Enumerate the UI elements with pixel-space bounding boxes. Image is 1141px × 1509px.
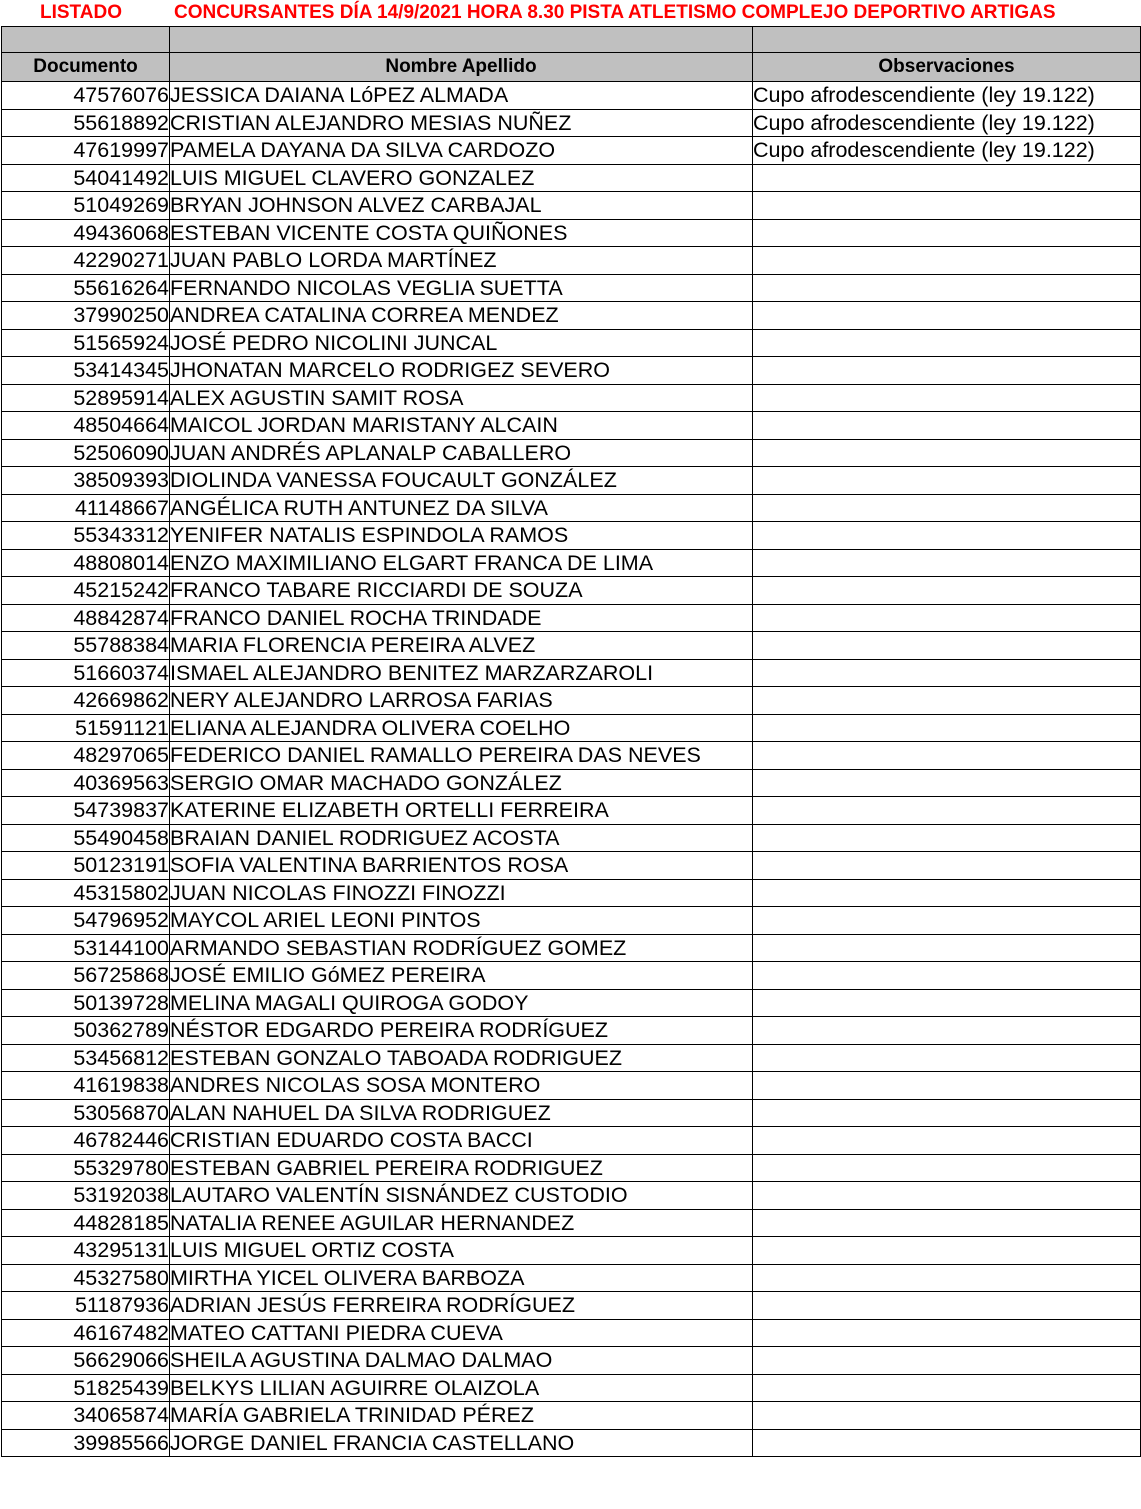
nombre-apellido-cell: MAYCOL ARIEL LEONI PINTOS	[170, 907, 753, 935]
observaciones-cell	[753, 577, 1141, 605]
observaciones-cell	[753, 907, 1141, 935]
table-row	[2, 1237, 1141, 1265]
table-row	[2, 604, 1141, 632]
documento-cell: 54041492	[2, 164, 170, 192]
observaciones-cell	[753, 494, 1141, 522]
observaciones-cell	[753, 247, 1141, 275]
table-row	[2, 1209, 1141, 1237]
table-row	[2, 934, 1141, 962]
observaciones-cell	[753, 1347, 1141, 1375]
table-row	[2, 549, 1141, 577]
observaciones-cell	[753, 384, 1141, 412]
nombre-apellido-cell: CRISTIAN EDUARDO COSTA BACCI	[170, 1127, 753, 1155]
observaciones-cell	[753, 742, 1141, 770]
table-row	[2, 1072, 1141, 1100]
table-row	[2, 219, 1141, 247]
blank-header-cell	[170, 27, 753, 53]
observaciones-cell	[753, 1402, 1141, 1430]
nombre-apellido-cell: ANGÉLICA RUTH ANTUNEZ DA SILVA	[170, 494, 753, 522]
observaciones-cell	[753, 1072, 1141, 1100]
table-body	[2, 82, 1141, 1457]
table-row	[2, 329, 1141, 357]
documento-cell: 42669862	[2, 687, 170, 715]
document-header	[0, 0, 1141, 26]
documento-cell: 51591121	[2, 714, 170, 742]
observaciones-cell	[753, 1264, 1141, 1292]
observaciones-cell	[753, 1209, 1141, 1237]
nombre-apellido-cell: ALAN NAHUEL DA SILVA RODRIGUEZ	[170, 1099, 753, 1127]
nombre-apellido-cell: DIOLINDA VANESSA FOUCAULT GONZÁLEZ	[170, 467, 753, 495]
nombre-apellido-cell: SERGIO OMAR MACHADO GONZÁLEZ	[170, 769, 753, 797]
table-row	[2, 1044, 1141, 1072]
table-row	[2, 1099, 1141, 1127]
table-row	[2, 494, 1141, 522]
documento-cell: 39985566	[2, 1429, 170, 1457]
observaciones-cell	[753, 879, 1141, 907]
table-row	[2, 109, 1141, 137]
documento-cell: 55343312	[2, 522, 170, 550]
table-row	[2, 824, 1141, 852]
table-row	[2, 1154, 1141, 1182]
observaciones-cell	[753, 604, 1141, 632]
documento-cell: 45327580	[2, 1264, 170, 1292]
nombre-apellido-cell: JOSÉ EMILIO GóMEZ PEREIRA	[170, 962, 753, 990]
observaciones-cell	[753, 962, 1141, 990]
observaciones-cell	[753, 1154, 1141, 1182]
documento-cell: 48297065	[2, 742, 170, 770]
table-row	[2, 274, 1141, 302]
table-row	[2, 907, 1141, 935]
observaciones-cell	[753, 329, 1141, 357]
nombre-apellido-cell: YENIFER NATALIS ESPINDOLA RAMOS	[170, 522, 753, 550]
table-row	[2, 797, 1141, 825]
observaciones-cell	[753, 1017, 1141, 1045]
observaciones-cell: Cupo afrodescendiente (ley 19.122)	[753, 137, 1141, 165]
nombre-apellido-cell: FRANCO DANIEL ROCHA TRINDADE	[170, 604, 753, 632]
documento-cell: 47576076	[2, 82, 170, 110]
documento-cell: 51187936	[2, 1292, 170, 1320]
documento-cell: 53414345	[2, 357, 170, 385]
documento-cell: 48808014	[2, 549, 170, 577]
table-row	[2, 852, 1141, 880]
table-row	[2, 714, 1141, 742]
documento-cell: 54739837	[2, 797, 170, 825]
table-row	[2, 742, 1141, 770]
table-row	[2, 1264, 1141, 1292]
observaciones-cell	[753, 934, 1141, 962]
observaciones-cell	[753, 1292, 1141, 1320]
table-row	[2, 1182, 1141, 1210]
observaciones-cell	[753, 357, 1141, 385]
documento-cell: 41619838	[2, 1072, 170, 1100]
nombre-apellido-cell: MELINA MAGALI QUIROGA GODOY	[170, 989, 753, 1017]
table-row	[2, 1127, 1141, 1155]
table-row	[2, 247, 1141, 275]
documento-cell: 51825439	[2, 1374, 170, 1402]
documento-cell: 55616264	[2, 274, 170, 302]
observaciones-cell: Cupo afrodescendiente (ley 19.122)	[753, 82, 1141, 110]
nombre-apellido-cell: LUIS MIGUEL CLAVERO GONZALEZ	[170, 164, 753, 192]
observaciones-cell	[753, 797, 1141, 825]
table-row	[2, 82, 1141, 110]
documento-cell: 50362789	[2, 1017, 170, 1045]
documento-cell: 55329780	[2, 1154, 170, 1182]
table-row	[2, 137, 1141, 165]
table-row	[2, 1319, 1141, 1347]
documento-cell: 44828185	[2, 1209, 170, 1237]
observaciones-cell	[753, 824, 1141, 852]
documento-cell: 46167482	[2, 1319, 170, 1347]
documento-cell: 48842874	[2, 604, 170, 632]
documento-cell: 55618892	[2, 109, 170, 137]
observaciones-cell	[753, 219, 1141, 247]
nombre-apellido-cell: ANDRES NICOLAS SOSA MONTERO	[170, 1072, 753, 1100]
nombre-apellido-cell: JUAN ANDRÉS APLANALP CABALLERO	[170, 439, 753, 467]
documento-cell: 52506090	[2, 439, 170, 467]
observaciones-cell	[753, 467, 1141, 495]
nombre-apellido-cell: JOSÉ PEDRO NICOLINI JUNCAL	[170, 329, 753, 357]
column-header-nombre-apellido: Nombre Apellido	[170, 53, 753, 82]
observaciones-cell	[753, 1374, 1141, 1402]
nombre-apellido-cell: FEDERICO DANIEL RAMALLO PEREIRA DAS NEVES	[170, 742, 753, 770]
nombre-apellido-cell: JORGE DANIEL FRANCIA CASTELLANO	[170, 1429, 753, 1457]
documento-cell: 55490458	[2, 824, 170, 852]
observaciones-cell	[753, 164, 1141, 192]
nombre-apellido-cell: MARÍA GABRIELA TRINIDAD PÉREZ	[170, 1402, 753, 1430]
documento-cell: 53144100	[2, 934, 170, 962]
observaciones-cell	[753, 1319, 1141, 1347]
nombre-apellido-cell: SOFIA VALENTINA BARRIENTOS ROSA	[170, 852, 753, 880]
blank-header-row	[2, 27, 1141, 53]
nombre-apellido-cell: SHEILA AGUSTINA DALMAO DALMAO	[170, 1347, 753, 1375]
documento-cell: 49436068	[2, 219, 170, 247]
observaciones-cell	[753, 1237, 1141, 1265]
nombre-apellido-cell: NATALIA RENEE AGUILAR HERNANDEZ	[170, 1209, 753, 1237]
documento-cell: 47619997	[2, 137, 170, 165]
documento-cell: 45215242	[2, 577, 170, 605]
contestants-table	[1, 26, 1141, 1457]
table-row	[2, 1017, 1141, 1045]
documento-cell: 37990250	[2, 302, 170, 330]
table-row	[2, 1374, 1141, 1402]
observaciones-cell: Cupo afrodescendiente (ley 19.122)	[753, 109, 1141, 137]
blank-header-cell	[753, 27, 1141, 53]
documento-cell: 56725868	[2, 962, 170, 990]
table-row	[2, 632, 1141, 660]
documento-cell: 52895914	[2, 384, 170, 412]
nombre-apellido-cell: KATERINE ELIZABETH ORTELLI FERREIRA	[170, 797, 753, 825]
column-header-row	[2, 53, 1141, 82]
documento-cell: 55788384	[2, 632, 170, 660]
table-row	[2, 659, 1141, 687]
nombre-apellido-cell: BRYAN JOHNSON ALVEZ CARBAJAL	[170, 192, 753, 220]
documento-cell: 50123191	[2, 852, 170, 880]
nombre-apellido-cell: JUAN PABLO LORDA MARTÍNEZ	[170, 247, 753, 275]
table-row	[2, 384, 1141, 412]
documento-cell: 53456812	[2, 1044, 170, 1072]
nombre-apellido-cell: NÉSTOR EDGARDO PEREIRA RODRÍGUEZ	[170, 1017, 753, 1045]
nombre-apellido-cell: PAMELA DAYANA DA SILVA CARDOZO	[170, 137, 753, 165]
observaciones-cell	[753, 989, 1141, 1017]
observaciones-cell	[753, 659, 1141, 687]
nombre-apellido-cell: JHONATAN MARCELO RODRIGEZ SEVERO	[170, 357, 753, 385]
observaciones-cell	[753, 302, 1141, 330]
table-row	[2, 687, 1141, 715]
documento-cell: 51049269	[2, 192, 170, 220]
documento-cell: 54796952	[2, 907, 170, 935]
observaciones-cell	[753, 439, 1141, 467]
table-row	[2, 989, 1141, 1017]
blank-header-cell	[2, 27, 170, 53]
column-header-observaciones: Observaciones	[753, 53, 1141, 82]
observaciones-cell	[753, 1044, 1141, 1072]
nombre-apellido-cell: FRANCO TABARE RICCIARDI DE SOUZA	[170, 577, 753, 605]
listado-label: LISTADO	[40, 2, 122, 23]
table-row	[2, 164, 1141, 192]
observaciones-cell	[753, 1127, 1141, 1155]
nombre-apellido-cell: LAUTARO VALENTÍN SISNÁNDEZ CUSTODIO	[170, 1182, 753, 1210]
documento-cell: 46782446	[2, 1127, 170, 1155]
documento-cell: 45315802	[2, 879, 170, 907]
table-row	[2, 1402, 1141, 1430]
table-row	[2, 879, 1141, 907]
nombre-apellido-cell: FERNANDO NICOLAS VEGLIA SUETTA	[170, 274, 753, 302]
nombre-apellido-cell: ESTEBAN GONZALO TABOADA RODRIGUEZ	[170, 1044, 753, 1072]
table-row	[2, 467, 1141, 495]
table-row	[2, 1347, 1141, 1375]
observaciones-cell	[753, 192, 1141, 220]
nombre-apellido-cell: ANDREA CATALINA CORREA MENDEZ	[170, 302, 753, 330]
nombre-apellido-cell: JUAN NICOLAS FINOZZI FINOZZI	[170, 879, 753, 907]
table-row	[2, 577, 1141, 605]
nombre-apellido-cell: BRAIAN DANIEL RODRIGUEZ ACOSTA	[170, 824, 753, 852]
nombre-apellido-cell: ENZO MAXIMILIANO ELGART FRANCA DE LIMA	[170, 549, 753, 577]
nombre-apellido-cell: ISMAEL ALEJANDRO BENITEZ MARZARZAROLI	[170, 659, 753, 687]
nombre-apellido-cell: ALEX AGUSTIN SAMIT ROSA	[170, 384, 753, 412]
observaciones-cell	[753, 522, 1141, 550]
documento-cell: 38509393	[2, 467, 170, 495]
observaciones-cell	[753, 769, 1141, 797]
documento-cell: 56629066	[2, 1347, 170, 1375]
nombre-apellido-cell: ESTEBAN VICENTE COSTA QUIÑONES	[170, 219, 753, 247]
table-row	[2, 962, 1141, 990]
table-row	[2, 522, 1141, 550]
nombre-apellido-cell: ARMANDO SEBASTIAN RODRÍGUEZ GOMEZ	[170, 934, 753, 962]
nombre-apellido-cell: CRISTIAN ALEJANDRO MESIAS NUÑEZ	[170, 109, 753, 137]
document-title: CONCURSANTES DÍA 14/9/2021 HORA 8.30 PISTA ATLETISMO COMPLEJO DEPORTIVO ARTIGAS	[174, 2, 1056, 23]
table-row	[2, 302, 1141, 330]
table-row	[2, 192, 1141, 220]
table-row	[2, 357, 1141, 385]
documento-cell: 53056870	[2, 1099, 170, 1127]
nombre-apellido-cell: MAICOL JORDAN MARISTANY ALCAIN	[170, 412, 753, 440]
nombre-apellido-cell: MARIA FLORENCIA PEREIRA ALVEZ	[170, 632, 753, 660]
observaciones-cell	[753, 632, 1141, 660]
observaciones-cell	[753, 1182, 1141, 1210]
observaciones-cell	[753, 549, 1141, 577]
documento-cell: 43295131	[2, 1237, 170, 1265]
nombre-apellido-cell: ESTEBAN GABRIEL PEREIRA RODRIGUEZ	[170, 1154, 753, 1182]
documento-cell: 48504664	[2, 412, 170, 440]
nombre-apellido-cell: ADRIAN JESÚS FERREIRA RODRÍGUEZ	[170, 1292, 753, 1320]
documento-cell: 41148667	[2, 494, 170, 522]
observaciones-cell	[753, 687, 1141, 715]
documento-cell: 51660374	[2, 659, 170, 687]
observaciones-cell	[753, 852, 1141, 880]
observaciones-cell	[753, 274, 1141, 302]
observaciones-cell	[753, 1099, 1141, 1127]
column-header-documento: Documento	[2, 53, 170, 82]
nombre-apellido-cell: LUIS MIGUEL ORTIZ COSTA	[170, 1237, 753, 1265]
table-row	[2, 1292, 1141, 1320]
documento-cell: 42290271	[2, 247, 170, 275]
nombre-apellido-cell: MATEO CATTANI PIEDRA CUEVA	[170, 1319, 753, 1347]
observaciones-cell	[753, 714, 1141, 742]
nombre-apellido-cell: BELKYS LILIAN AGUIRRE OLAIZOLA	[170, 1374, 753, 1402]
documento-cell: 51565924	[2, 329, 170, 357]
observaciones-cell	[753, 412, 1141, 440]
documento-cell: 53192038	[2, 1182, 170, 1210]
table-row	[2, 412, 1141, 440]
table-row	[2, 439, 1141, 467]
table-row	[2, 1429, 1141, 1457]
table-row	[2, 769, 1141, 797]
observaciones-cell	[753, 1429, 1141, 1457]
documento-cell: 40369563	[2, 769, 170, 797]
documento-cell: 50139728	[2, 989, 170, 1017]
nombre-apellido-cell: MIRTHA YICEL OLIVERA BARBOZA	[170, 1264, 753, 1292]
nombre-apellido-cell: JESSICA DAIANA LóPEZ ALMADA	[170, 82, 753, 110]
documento-cell: 34065874	[2, 1402, 170, 1430]
nombre-apellido-cell: ELIANA ALEJANDRA OLIVERA COELHO	[170, 714, 753, 742]
nombre-apellido-cell: NERY ALEJANDRO LARROSA FARIAS	[170, 687, 753, 715]
